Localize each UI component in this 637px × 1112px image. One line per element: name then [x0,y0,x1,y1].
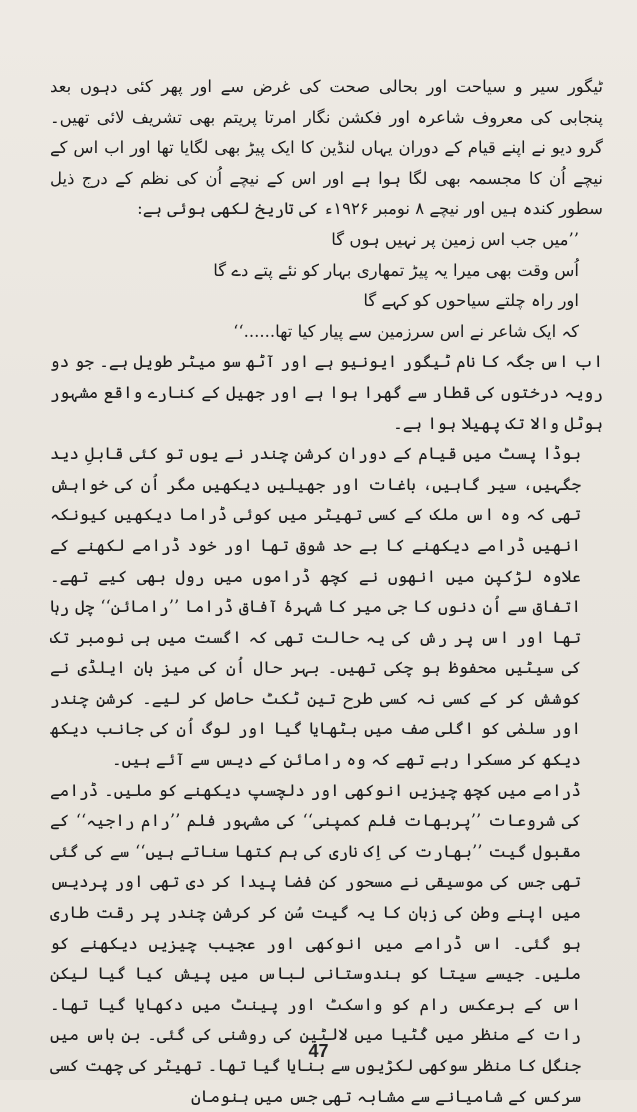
paragraph-1: ٹیگور سیر و سیاحت اور بحالی صحت کی غرض سے اور پھر کئی دہوں بعد پنجابی کی معروف شاعرہ اور فکشن نگار امرتا پریتم بھی تشریف لائی تھیں۔ گرو دیو نے اپنے قیام کے دوران یہاں لنڈین کا ایک پیڑ بھی لگایا تھا اور اب اس کے نیچے اُن کا مجسمہ بھی لگا ہوا ہے اور اس کے نیچے اُن کی نظم کے درج ذیل سطور کندہ ہیں اور نیچے ۸ نومبر ۱۹۲۶ء کی تاریخ لکھی ہوئی ہے: [50,77,603,219]
paragraph-2: اب اس جگہ کا نام ٹیگور ایونیو ہے اور آٹھ سو میٹر طویل ہے۔ جو دو رویہ درختوں کی قطار سے گھرا ہوا ہے اور جھیل کے کنارے واقع مشہور ہوٹل والا تک پھیلا ہوا ہے۔ [50,352,603,433]
paragraph-4: ڈرامے میں کچھ چیزیں انوکھی اور دلچسپ دیکھنے کو ملیں۔ ڈرامے کی شروعات ’’پربھات فلم کمپنی‘‘ کی مشہور فلم ’’رام راجیہ‘‘ کے مقبول گیت ’’بھارت کی اِک ناری کی ہم کتھا سناتے ہیں‘‘ سے کی گئی تھی جس کی موسیقی نے مسحور کن فضا پیدا کر دی تھی اور پردیس میں اپنے وطن کی زبان کا یہ گیت سُن کر کرشن چندر پر رقت طاری ہو گئی۔ اس ڈرامے میں انوکھی اور عجیب چیزیں دیکھنے کو ملیں۔ جیسے سیتا کو ہندوستانی لباس میں پیش کیا گیا لیکن اس کے برعکس رام کو واسکٹ اور پینٹ میں دکھایا گیا تھا۔ رات کے منظر میں کُٹیا میں لالٹین کی روشنی کی گئی۔ بن باس میں جنگل کا منظر سوکھی لکڑیوں سے بنایا گیا تھا۔ تھیٹر کی چھت کسی سرکس کے شامیانے سے مشابہ تھی جس میں ہنومان [50,780,581,1106]
page-number: 47 [308,1041,329,1061]
paragraph-3: بوڈا پسٹ میں قیام کے دوران کرشن چندر نے یوں تو کئی قابلِ دید جگہیں، سیر گاہیں، باغات اور جھیلیں دیکھیں مگر اُن کی خواہش تھی کہ وہ اس ملک کے کسی تھیٹر میں کوئی ڈراما دیکھیں کیونکہ انھیں ڈرامے دیکھنے کا بے حد شوق تھا اور خود ڈرامے لکھنے کے علاوہ لڑکپن میں انھوں نے کچھ ڈراموں میں رول بھی کیے تھے۔ اتفاق سے اُن دنوں کا جی میر کا شہرۂ آفاق ڈراما ’’رامائن‘‘ چل رہا تھا اور اس پر رش کی یہ حالت تھی کہ اگست میں ہی نومبر تک کی سیٹیں محفوظ ہو چکی تھیں۔ بہر حال اُن کی میز بان ایلڈی نے کوشش کر کے کسی نہ کسی طرح تین ٹکٹ حاصل کر لیے۔ کرشن چندر اور سلمٰی کو اگلی صف میں بٹھایا گیا اور لوگ اُن کی جانب دیکھ دیکھ کر مسکرا رہے تھے کہ وہ رامائن کے دیس سے آئے ہیں۔ [50,444,581,770]
poem-block [50,225,603,347]
poem-line-3: اور راہ چلتے سیاحوں کو کہے گا [363,291,579,311]
poem-line-1: ’’میں جب اس زمین پر نہیں ہوں گا [331,229,579,249]
poem-line-2: اُس وقت بھی میرا یہ پیڑ تمھاری بہار کو نئے پتے دے گا [213,260,579,280]
poem-line-4: کہ ایک شاعر نے اس سرزمین سے پیار کیا تھا......‘‘ [233,321,579,341]
page-body [50,72,603,1112]
